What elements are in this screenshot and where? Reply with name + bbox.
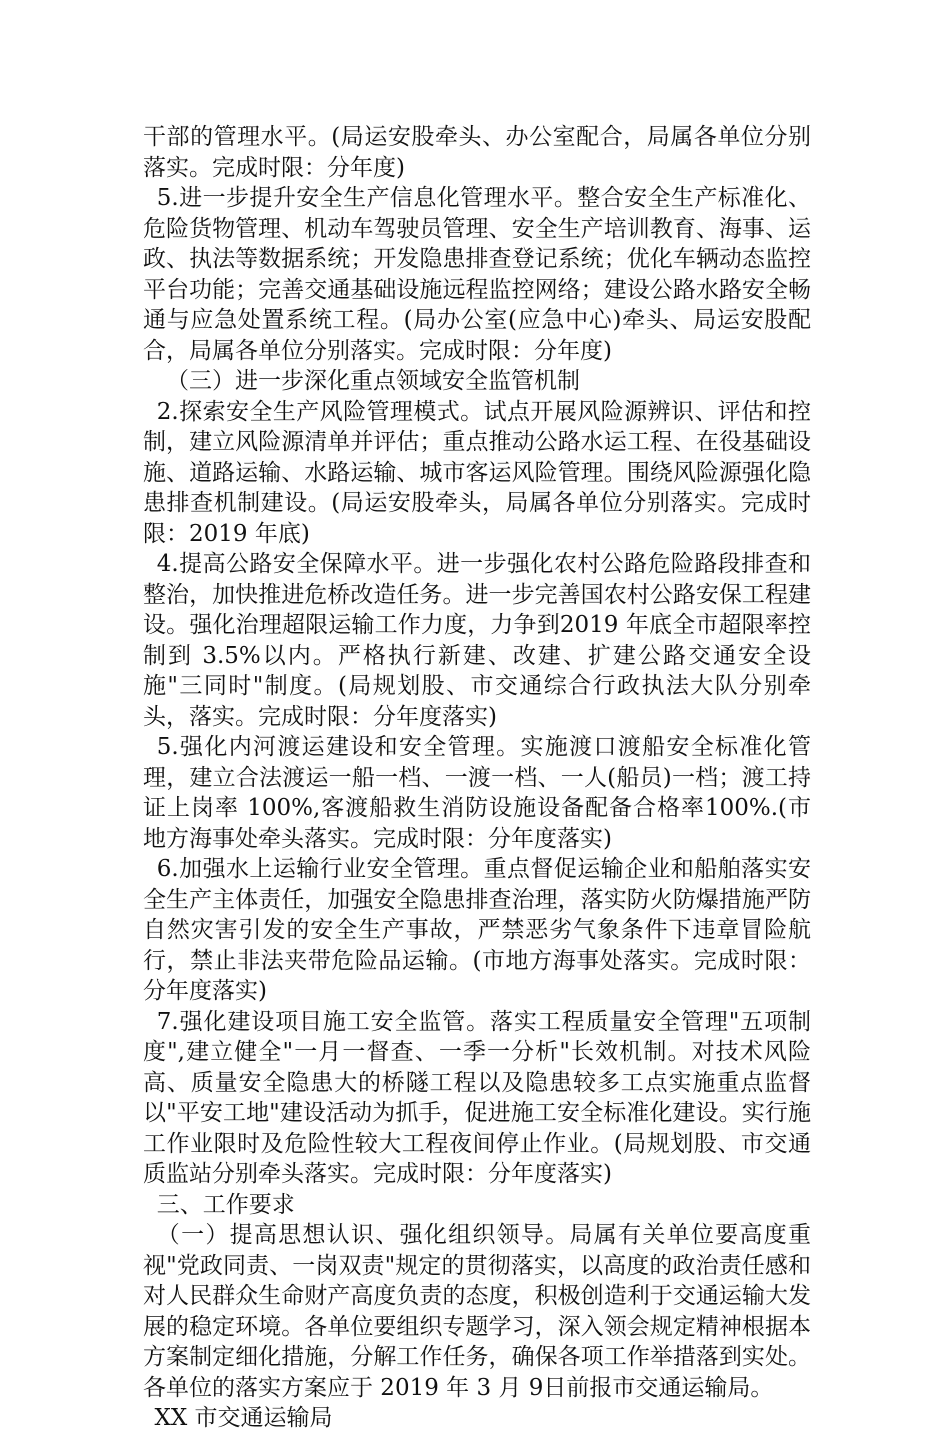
document-body <box>143 122 811 1434</box>
paragraph-1: 干部的管理水平。(局运安股牵头、办公室配合，局属各单位分别落实。完成时限：分年度) <box>143 124 811 181</box>
paragraph-6: 5.强化内河渡运建设和安全管理。实施渡口渡船安全标准化管理，建立合法渡运一船一档、一渡一档、一人(船员)一档；渡工持证上岗率 100%,客渡船救生消防设施设备配备合格率100%.(市地方海事处牵头落实。完成时限：分年度落实) <box>143 734 811 852</box>
signature: XX 市交通运输局 <box>154 1405 333 1431</box>
section-heading-work-requirements: 三、工作要求 <box>156 1191 295 1218</box>
paragraph-10: （一）提高思想认识、强化组织领导。局属有关单位要高度重视"党政同责、一岗双责"规定的贯彻落实，以高度的政治责任感和对人民群众生命财产高度负责的态度，积极创造利于交通运输大发展的稳定环境。各单位要组织专题学习，深入领会规定精神根据本方案制定细化措施，分解工作任务，确保各项工作举措落到实处。各单位的落实方案应于 2019 年 3 月 9日前报市交通运输局。 <box>143 1222 811 1401</box>
paragraph-8: 7.强化建设项目施工安全监管。落实工程质量安全管理"五项制度",建立健全"一月一督查、一季一分析"长效机制。对技术风险高、质量安全隐患大的桥隧工程以及隐患较多工点实施重点监督以"平安工地"建设活动为抓手，促进施工安全标准化建设。实行施工作业限时及危险性较大工程夜间停止作业。(局规划股、市交通质监站分别牵头落实。完成时限：分年度落实) <box>143 1008 811 1187</box>
paragraph-5: 4.提高公路安全保障水平。进一步强化农村公路危险路段排查和整治，加快推进危桥改造任务。进一步完善国农村公路安保工程建设。强化治理超限运输工作力度，力争到2019 年底全市超限率控制到 3.5%以内。严格执行新建、改建、扩建公路交通安全设施"三同时"制度。(局规划股、市交通综合行政执法大队分别牵头，落实。完成时限：分年度落实) <box>143 551 811 730</box>
paragraph-7: 6.加强水上运输行业安全管理。重点督促运输企业和船舶落实安全生产主体责任，加强安全隐患排查治理，落实防火防爆措施严防自然灾害引发的安全生产事故，严禁恶劣气象条件下违章冒险航行，禁止非法夹带危险品运输。(市地方海事处落实。完成时限：分年度落实) <box>143 856 811 1004</box>
paragraph-2: 5.进一步提升安全生产信息化管理水平。整合安全生产标准化、危险货物管理、机动车驾驶员管理、安全生产培训教育、海事、运政、执法等数据系统；开发隐患排查登记系统；优化车辆动态监控平台功能；完善交通基础设施远程监控网络；建设公路水路安全畅通与应急处置系统工程。(局办公室(应急中心)牵头、局运安股配合，局属各单位分别落实。完成时限：分年度) <box>143 185 811 364</box>
paragraph-4: 2.探索安全生产风险管理模式。试点开展风险源辨识、评估和控制，建立风险源清单并评估；重点推动公路水运工程、在役基础设施、道路运输、水路运输、城市客运风险管理。围绕风险源强化隐患排查机制建设。(局运安股牵头，局属各单位分别落实。完成时限：2019 年底) <box>143 398 811 547</box>
section-heading-3: （三）进一步深化重点领域安全监管机制 <box>166 368 580 394</box>
